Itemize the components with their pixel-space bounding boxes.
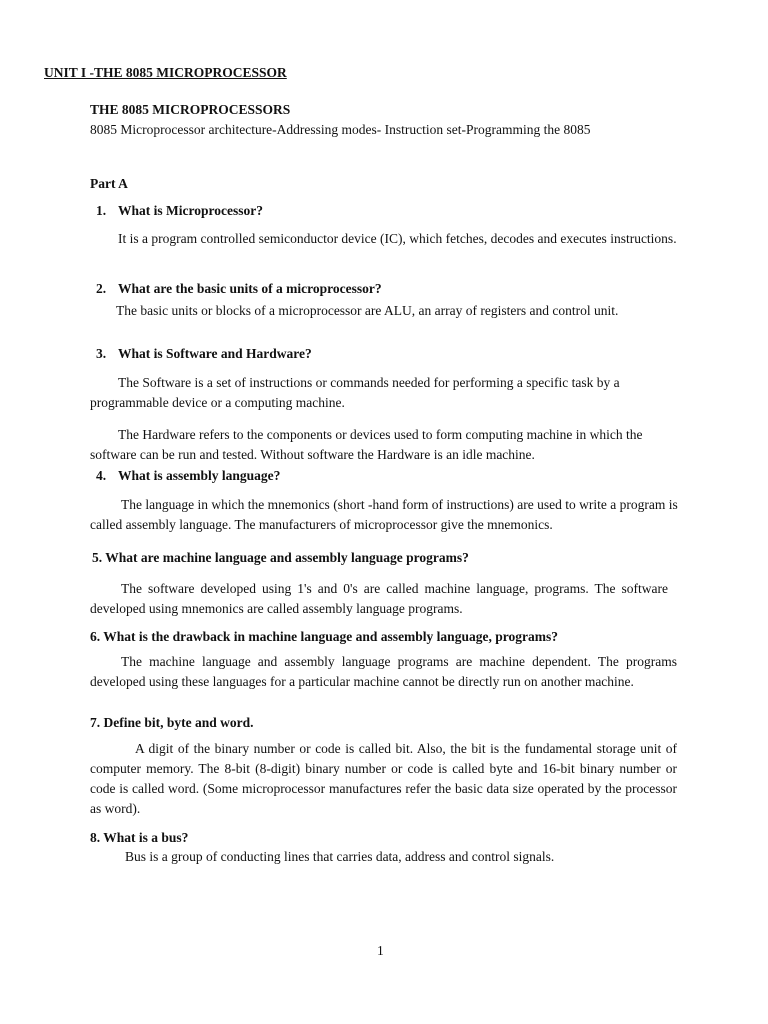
part-label: Part A xyxy=(90,176,128,191)
question-text: What are the basic units of a microprocessor? xyxy=(118,281,382,296)
question-6 xyxy=(90,627,558,647)
question-number: 6. xyxy=(90,629,101,644)
answer-2: The basic units or blocks of a microprocessor are ALU, an array of registers and control unit. xyxy=(116,303,619,318)
question-number: 5. xyxy=(92,550,103,565)
question-number: 4. xyxy=(96,468,107,483)
question-number: 2. xyxy=(96,281,107,296)
question-text: Define bit, byte and word. xyxy=(103,715,254,730)
question-7 xyxy=(90,713,254,733)
question-8 xyxy=(90,828,188,848)
page-number: 1 xyxy=(377,943,384,958)
question-number: 3. xyxy=(96,346,107,361)
question-1 xyxy=(96,201,263,221)
answer-8: Bus is a group of conducting lines that carries data, address and control signals. xyxy=(125,849,555,864)
question-5 xyxy=(92,548,469,568)
answer-6: The machine language and assembly language programs are machine dependent. The programs developed using these languages for a particular machine cannot be directly run on another machine. xyxy=(90,654,677,689)
answer-3-paragraph-1: The Software is a set of instructions or commands needed for performing a specific task by a programmable device or a computing machine. xyxy=(90,375,620,410)
question-text: What are machine language and assembly language programs? xyxy=(105,550,469,565)
answer-4: The language in which the mnemonics (short -hand form of instructions) are used to write a program is called assembly language. The manufacturers of microprocessor give the mnemonics. xyxy=(90,497,678,532)
question-number: 7. xyxy=(90,715,101,730)
question-text: What is Microprocessor? xyxy=(118,203,263,218)
question-text: What is the drawback in machine language and assembly language, programs? xyxy=(103,629,558,644)
question-4 xyxy=(96,466,280,486)
question-2 xyxy=(96,279,382,299)
question-number: 1. xyxy=(96,203,107,218)
question-text: What is Software and Hardware? xyxy=(118,346,312,361)
section-title: THE 8085 MICROPROCESSORS xyxy=(90,102,291,117)
answer-5: The software developed using 1's and 0's are called machine language, programs. The software developed using mnemonics are called assembly language programs. xyxy=(90,581,668,616)
answer-1: It is a program controlled semiconductor device (IC), which fetches, decodes and executes instructions. xyxy=(118,231,677,246)
unit-title: UNIT I -THE 8085 MICROPROCESSOR xyxy=(44,65,287,80)
question-text: What is a bus? xyxy=(103,830,189,845)
question-text: What is assembly language? xyxy=(118,468,281,483)
question-number: 8. xyxy=(90,830,101,845)
section-topics: 8085 Microprocessor architecture-Addressing modes- Instruction set-Programming the 8085 xyxy=(90,122,591,137)
answer-3-paragraph-2: The Hardware refers to the components or devices used to form computing machine in which the software can be run and tested. Without software the Hardware is an idle machine. xyxy=(90,427,643,462)
question-3 xyxy=(96,344,312,364)
answer-7: A digit of the binary number or code is called bit. Also, the bit is the fundamental storage unit of computer memory. The 8-bit (8-digit) binary number or code is called byte and 16-bit binary number or code is called word. (Some microprocessor manufactures refer the basic data size operated by the processor as word). xyxy=(90,741,677,816)
